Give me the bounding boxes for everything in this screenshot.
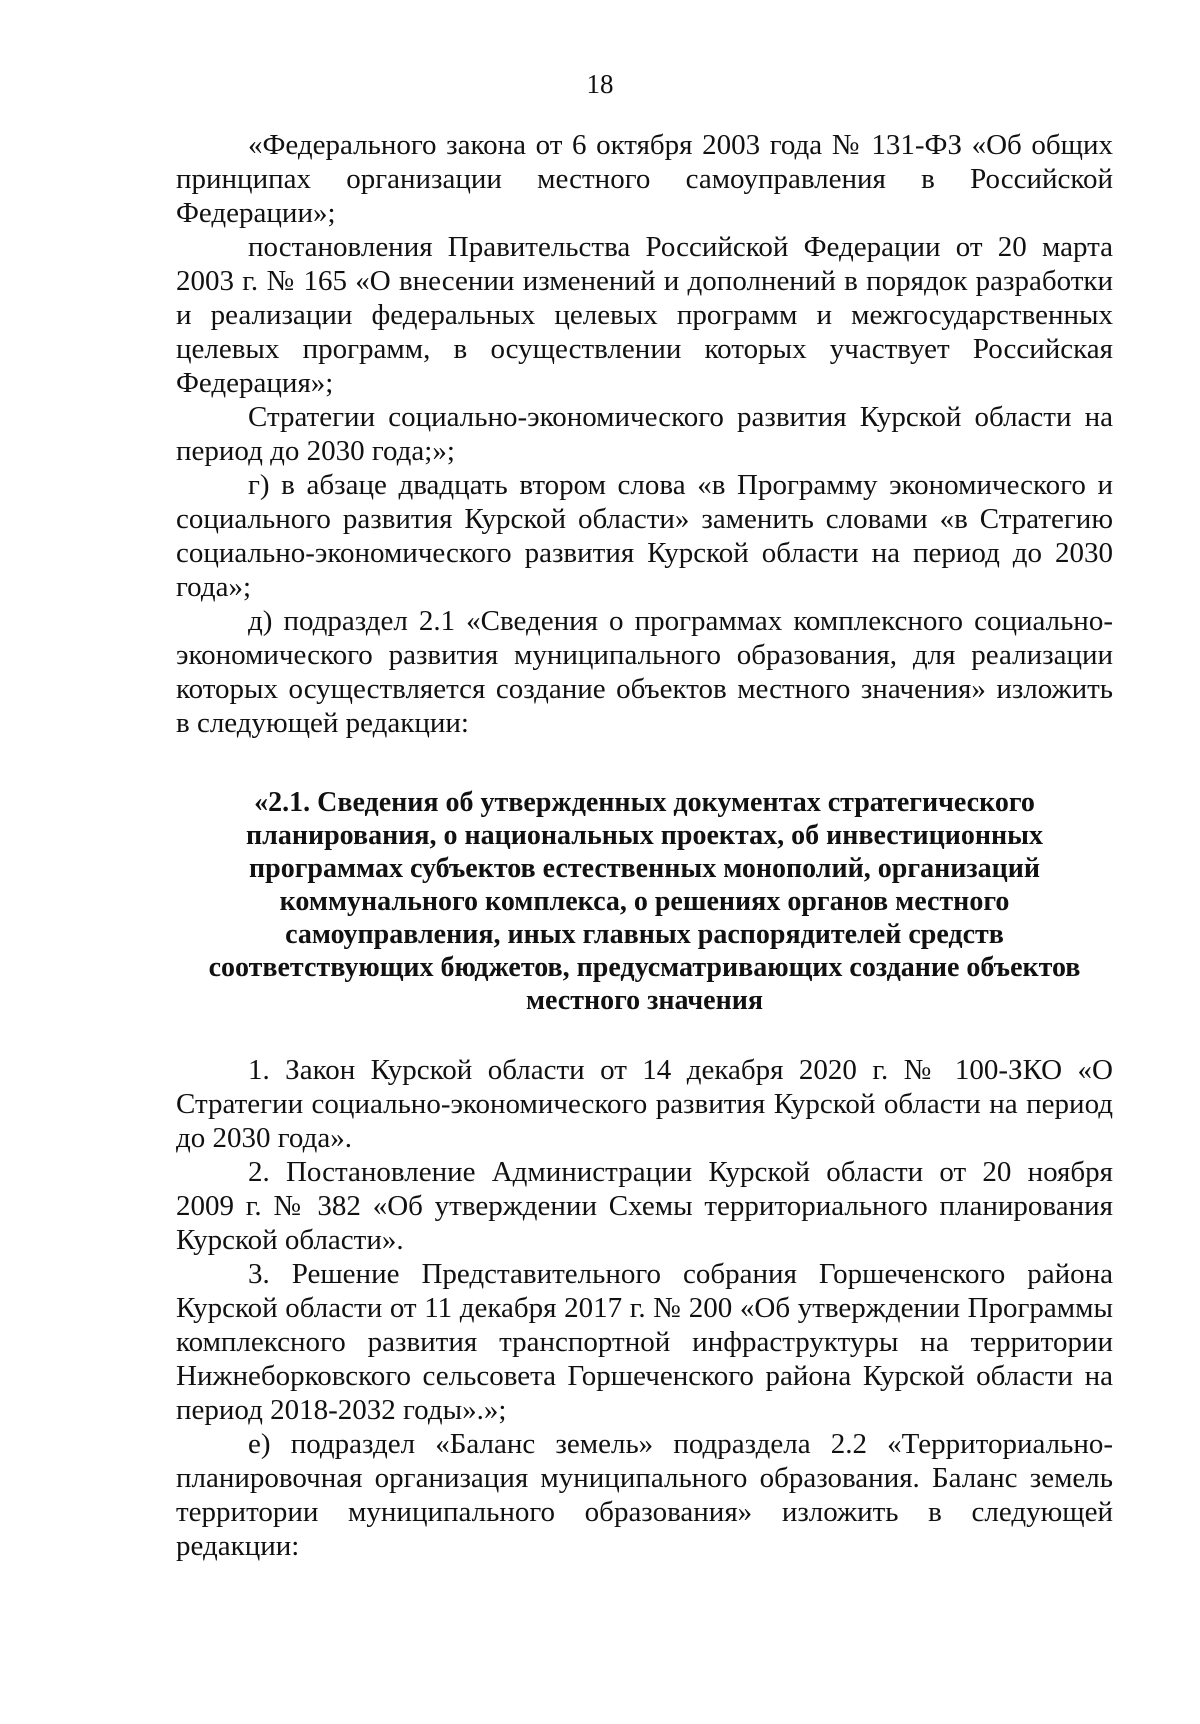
paragraph-federal-law: «Федерального закона от 6 октября 2003 года № 131-ФЗ «Об общих принципах организации местного самоуправления в Российской Федерации»;: [176, 129, 1113, 229]
document-body: [176, 128, 1113, 1563]
paragraph-item-e: е) подраздел «Баланс земель» подраздела 2.2 «Территориально-планировочная организация муниципального образования. Баланс земель территории муниципального образования» изложить в следующей редакции:: [176, 1428, 1113, 1562]
paragraph-item-g: г) в абзаце двадцать втором слова «в Программу экономического и социального развития Курской области» заменить словами «в Стратегию социально-экономического развития Курской области на период до 2030 года»;: [176, 469, 1113, 603]
page-number: 18: [586, 69, 614, 99]
list-item-1: 1. Закон Курской области от 14 декабря 2020 г. № 100-ЗКО «О Стратегии социально-экономического развития Курской области на период до 2030 года».: [176, 1054, 1113, 1154]
paragraph-strategy: Стратегии социально-экономического развития Курской области на период до 2030 года;»;: [176, 401, 1113, 467]
list-item-3: 3. Решение Представительного собрания Горшеченского района Курской области от 11 декабря 2017 г. № 200 «Об утверждении Программы комплексного развития транспортной инфраструктуры на территории Нижнеборковского сельсовета Горшеченского района Курской области на период 2018-2032 годы».»;: [176, 1258, 1113, 1426]
section-heading: «2.1. Сведения об утвержденных документах стратегического планирования, о национальных проектах, об инвестиционных программах субъектов естественных монополий, организаций коммунального комплекса, о решениях органов местного самоуправления, иных главных распорядителей средств соответствующих бюджетов, предусматривающих создание объектов местного значения: [208, 787, 1081, 1016]
paragraph-item-d: д) подраздел 2.1 «Сведения о программах комплексного социально-экономического развития муниципального образования, для реализации которых осуществляется создание объектов местного значения» изложить в следующей редакции:: [176, 605, 1113, 739]
list-item-2: 2. Постановление Администрации Курской области от 20 ноября 2009 г. № 382 «Об утверждении Схемы территориального планирования Курской области».: [176, 1156, 1113, 1256]
paragraph-government-resolution: постановления Правительства Российской Федерации от 20 марта 2003 г. № 165 «О внесении изменений и дополнений в порядок разработки и реализации федеральных целевых программ и межгосударственных целевых программ, в осуществлении которых участвует Российская Федерация»;: [176, 231, 1113, 399]
